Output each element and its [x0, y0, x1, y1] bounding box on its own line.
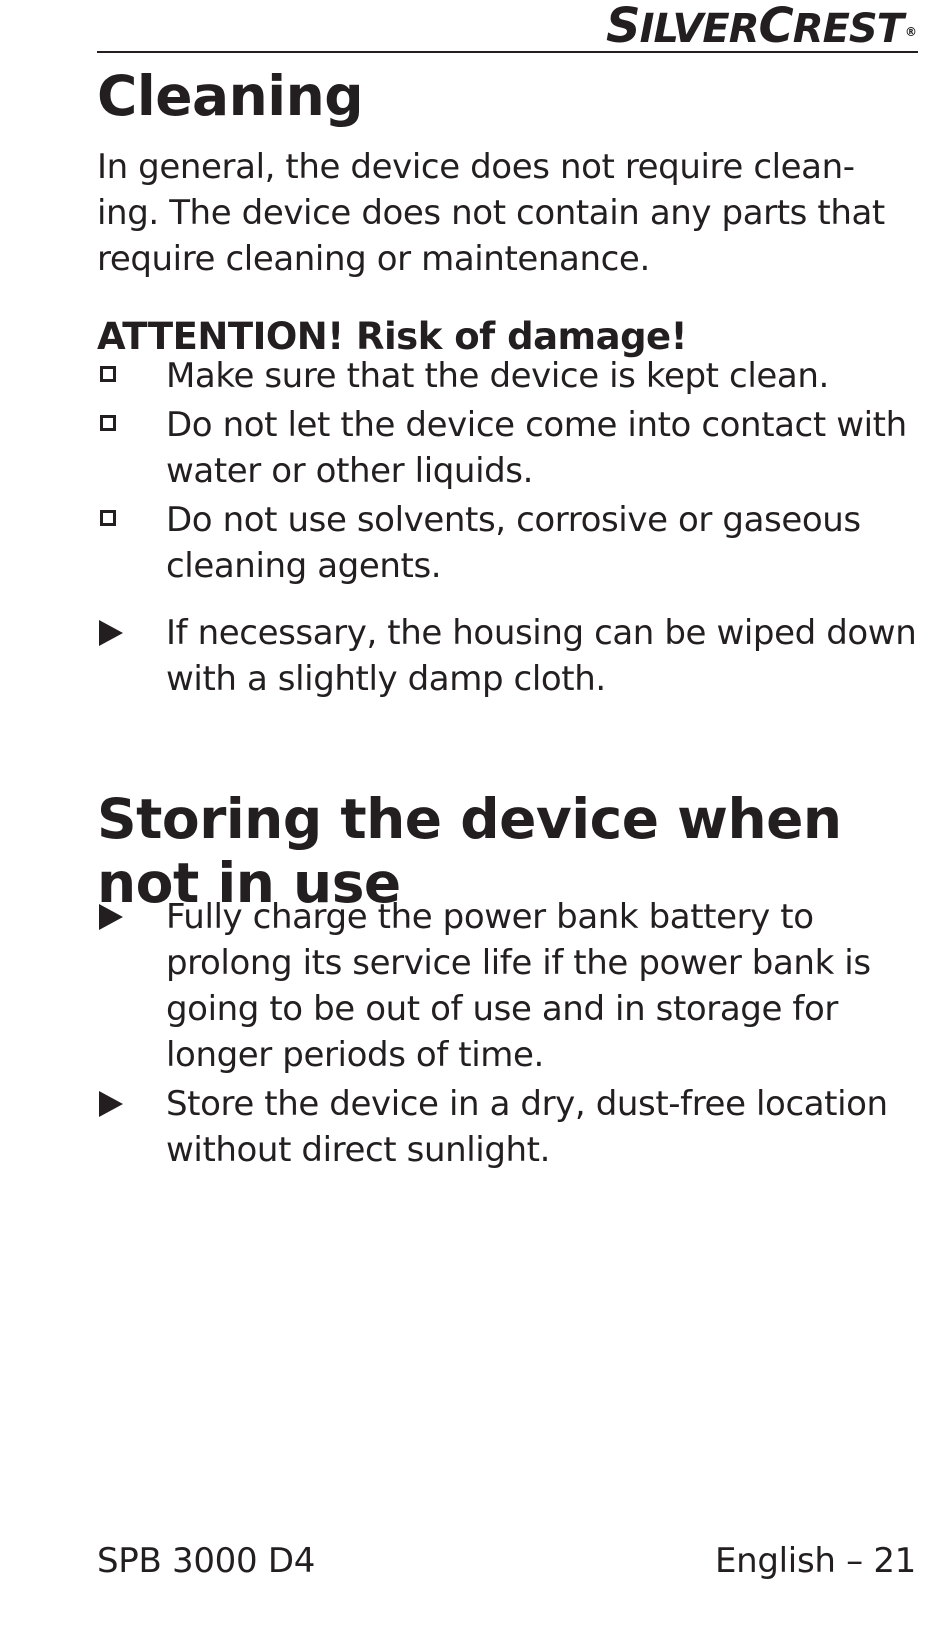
- registered-mark: ®: [905, 25, 916, 39]
- cleaning-intro: In general, the device does not require clean-ing. The device does not contain any parts that require cleaning or maintenance.: [97, 147, 885, 279]
- storing-steps: [97, 894, 917, 1176]
- triangle-arrow-icon: [97, 610, 137, 656]
- cleaning-steps: [97, 610, 917, 705]
- square-bullet-icon: [97, 402, 137, 448]
- section-title-storing: Storing the device when not in use: [97, 787, 842, 915]
- triangle-arrow-icon: [97, 894, 137, 940]
- list-item: [97, 1081, 917, 1173]
- list-item: [97, 497, 917, 589]
- list-item-text: If necessary, the housing can be wiped down with a slightly damp cloth.: [166, 613, 917, 699]
- brand-letter: C: [758, 0, 793, 54]
- triangle-arrow-icon: [97, 1081, 137, 1127]
- list-item: [97, 402, 917, 494]
- attention-list: [97, 353, 917, 592]
- list-item: [97, 353, 917, 399]
- brand-letter: S: [606, 0, 640, 54]
- brand-text: REST: [792, 6, 903, 52]
- attention-heading: ATTENTION! Risk of damage!: [97, 315, 688, 358]
- footer-page-number: English – 21: [714, 1541, 916, 1581]
- list-item-text: Make sure that the device is kept clean.: [166, 356, 829, 396]
- square-bullet-icon: [97, 497, 137, 543]
- list-item-text: Do not let the device come into contact with water or other liquids.: [166, 405, 907, 491]
- square-bullet-icon: [97, 353, 137, 399]
- section-title-cleaning: Cleaning: [97, 64, 364, 128]
- list-item-text: Do not use solvents, corrosive or gaseous cleaning agents.: [166, 500, 861, 586]
- brand-text: ILVER: [639, 6, 759, 52]
- list-item-text: Store the device in a dry, dust-free location without direct sunlight.: [166, 1084, 888, 1170]
- list-item-text: Fully charge the power bank battery to prolong its service life if the power bank is going to be out of use and in storage for longer periods of time.: [166, 897, 871, 1075]
- list-item: [97, 894, 917, 1078]
- header-rule: [97, 51, 918, 53]
- list-item: [97, 610, 917, 702]
- brand-logo: [606, 2, 916, 53]
- footer-model-number: SPB 3000 D4: [97, 1541, 316, 1581]
